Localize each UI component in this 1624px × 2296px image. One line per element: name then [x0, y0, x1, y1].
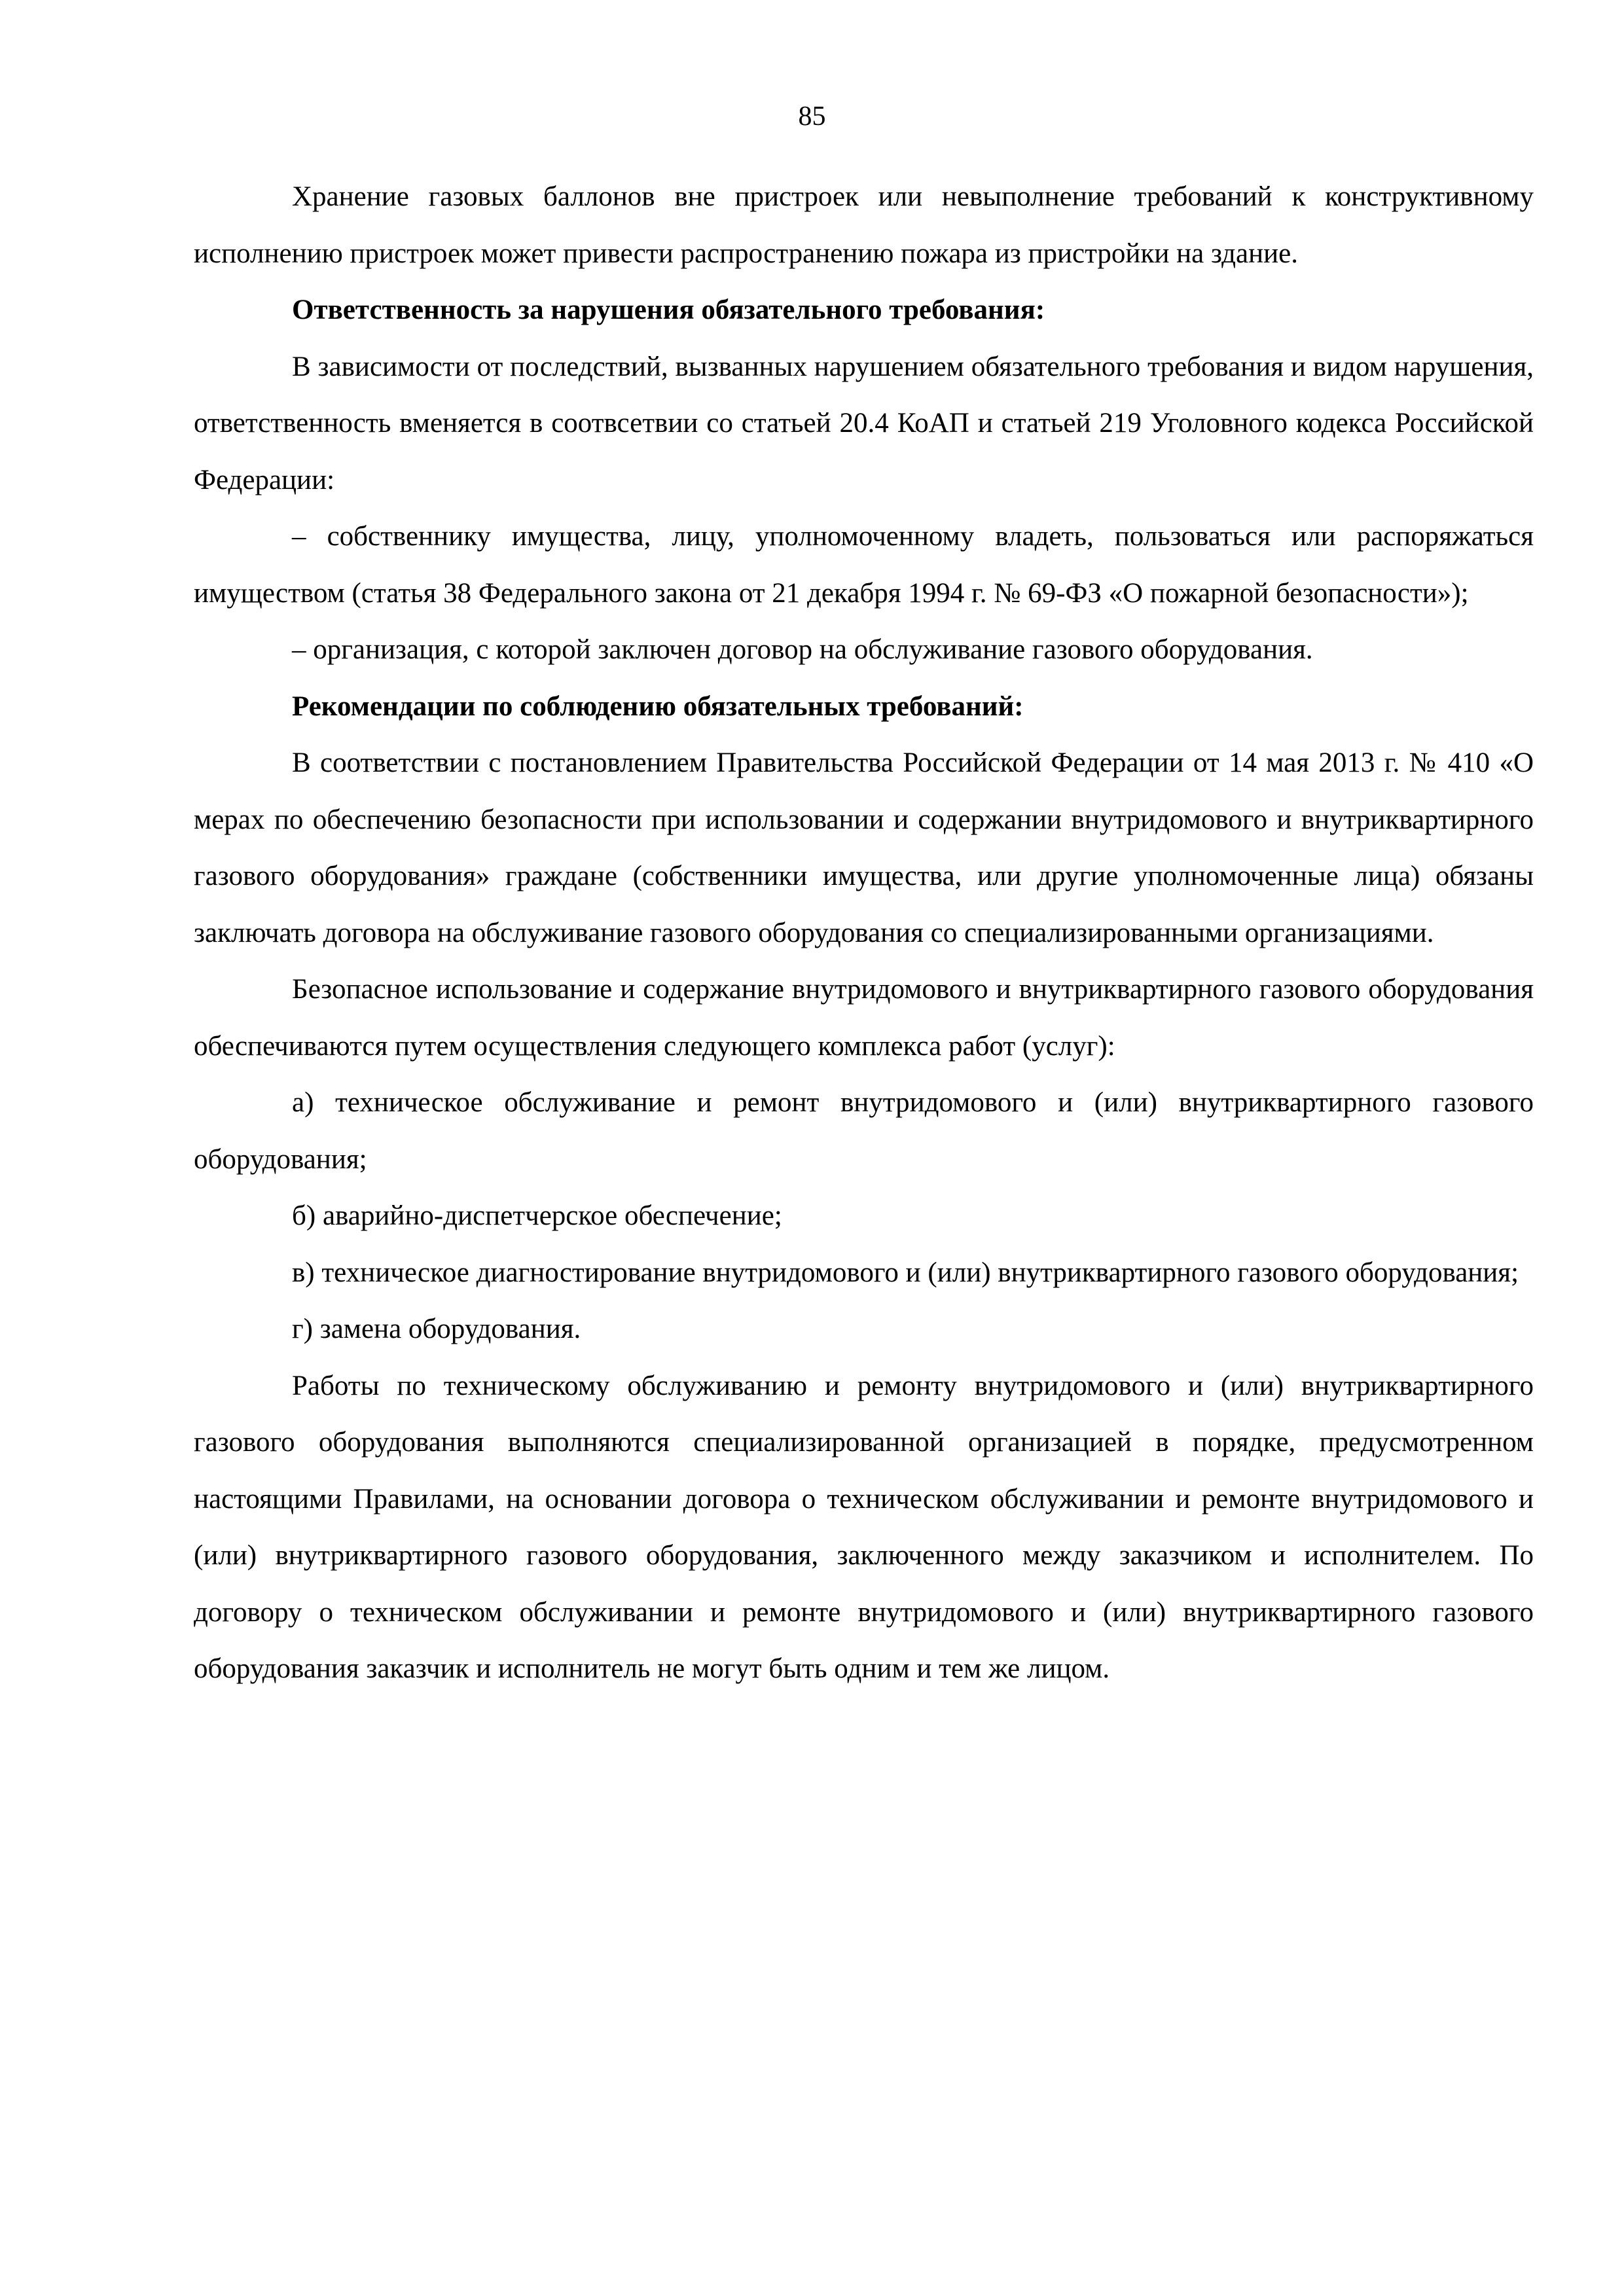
heading-recommendations: Рекомендации по соблюдению обязательных требований:	[292, 691, 1024, 722]
page-number: 85	[798, 101, 826, 132]
list-item-v: в) техническое диагностирование внутридомового и (или) внутриквартирного газового оборудования;	[292, 1257, 1519, 1288]
paragraph-responsibility: В зависимости от последствий, вызванных нарушением обязательного требования и видом нарушения, ответственность вменяется в соотвсетвии со статьей 20.4 КоАП и статьей 219 Уголовного кодекса Российской Федерации:	[194, 351, 1534, 495]
heading-responsibility: Ответственность за нарушения обязательного требования:	[292, 295, 1045, 325]
paragraph-government-decree: В соответствии с постановлением Правительства Российской Федерации от 14 мая 2013 г. № 410 «О мерах по обеспечению безопасности при использовании и содержании внутридомового и внутриквартирного газового оборудования» граждане (собственники имущества, или другие уполномоченные лица) обязаны заключать договора на обслуживание газового оборудования со специализированными организациями.	[194, 747, 1534, 948]
list-item-g: г) замена оборудования.	[292, 1314, 581, 1344]
paragraph-owner-liability: – собственнику имущества, лицу, уполномоченному владеть, пользоваться или распоряжаться имуществом (статья 38 Федерального закона от 21 декабря 1994 г. № 69-ФЗ «О пожарной безопасности»);	[194, 521, 1534, 609]
paragraph-storage-risk: Хранение газовых баллонов вне пристроек или невыполнение требований к конструктивному исполнению пристроек может привести распространению пожара из пристройки на здание.	[194, 181, 1534, 269]
list-item-a: а) техническое обслуживание и ремонт внутридомового и (или) внутриквартирного газового оборудования;	[194, 1087, 1534, 1175]
paragraph-maintenance-works: Работы по техническому обслуживанию и ремонту внутридомового и (или) внутриквартирного газового оборудования выполняются специализированной организацией в порядке, предусмотренном настоящими Правилами, на основании договора о техническом обслуживании и ремонте внутридомового и (или) внутриквартирного газового оборудования, заключенного между заказчиком и исполнителем. По договору о техническом обслуживании и ремонте внутридомового и (или) внутриквартирного газового оборудования заказчик и исполнитель не могут быть одним и тем же лицом.	[194, 1370, 1534, 1684]
document-body	[194, 169, 1534, 1698]
paragraph-organization-liability: – организация, с которой заключен договор на обслуживание газового оборудования.	[292, 634, 1313, 665]
paragraph-safe-use: Безопасное использование и содержание внутридомового и внутриквартирного газового оборудования обеспечиваются путем осуществления следующего комплекса работ (услуг):	[194, 974, 1534, 1062]
list-item-b: б) аварийно-диспетчерское обеспечение;	[292, 1200, 782, 1231]
